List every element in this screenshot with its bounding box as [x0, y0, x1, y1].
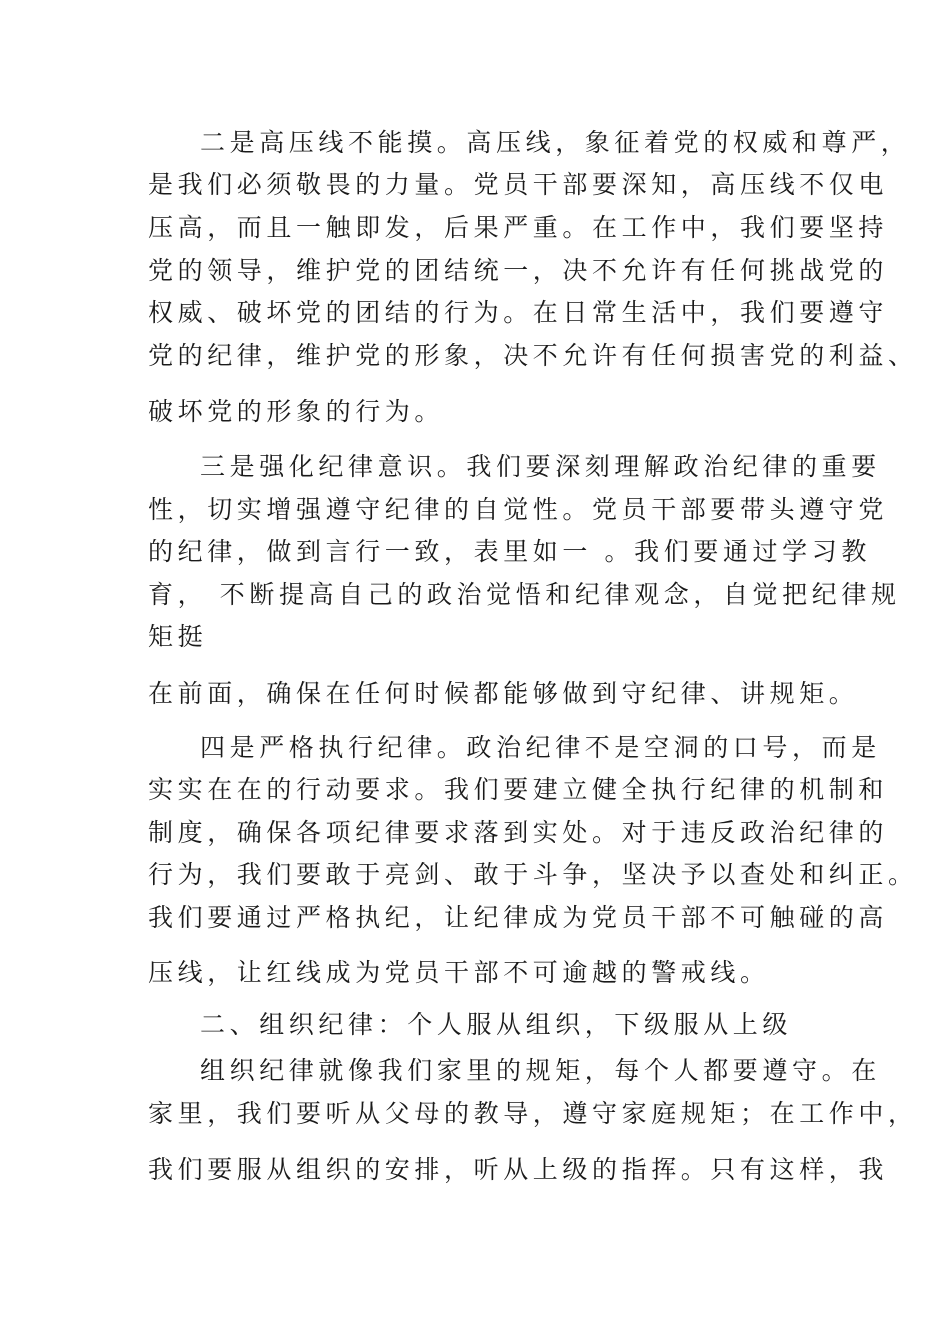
paragraph-line: 是我们必须敬畏的力量。党员干部要深知，高压线不仅电: [148, 170, 889, 199]
paragraph-line: 的纪律，做到言行一致，表里如一 。我们要通过学习教: [148, 537, 871, 566]
paragraph-line: 我们要服从组织的安排，听从上级的指挥。只有这样，我: [148, 1155, 889, 1184]
paragraph-line: 压高，而且一触即发，后果严重。在工作中，我们要坚持: [148, 213, 889, 242]
paragraph-line: 我们要通过严格执纪，让纪律成为党员干部不可触碰的高: [148, 903, 889, 932]
paragraph-line: 实实在在的行动要求。我们要建立健全执行纪律的机制和: [148, 775, 889, 804]
paragraph-line: 在前面，确保在任何时候都能够做到守纪律、讲规矩。: [148, 679, 859, 708]
paragraph-line: 压线，让红线成为党员干部不可逾越的警戒线。: [148, 958, 770, 987]
section-heading: 二、组织纪律：个人服从组织，下级服从上级: [200, 1010, 793, 1039]
paragraph-line: 制度，确保各项纪律要求落到实处。对于违反政治纪律的: [148, 818, 889, 847]
paragraph-line: 性，切实增强遵守纪律的自觉性。党员干部要带头遵守党: [148, 495, 889, 524]
paragraph-line: 破坏党的形象的行为。: [148, 397, 445, 426]
paragraph-line: 组织纪律就像我们家里的规矩，每个人都要遵守。在: [200, 1056, 881, 1085]
paragraph-line: 矩挺: [148, 622, 208, 651]
paragraph-line: 党的纪律，维护党的形象，决不允许有任何损害党的利益、: [148, 341, 918, 370]
paragraph-line: 行为，我们要敢于亮剑、敢于斗争，坚决予以查处和纠正。: [148, 860, 918, 889]
paragraph-line: 党的领导，维护党的团结统一，决不允许有任何挑战党的: [148, 256, 889, 285]
paragraph-line: 家里，我们要听从父母的教导，遵守家庭规矩；在工作中，: [148, 1099, 918, 1128]
paragraph-line: 四是严格执行纪律。政治纪律不是空洞的口号，而是: [200, 733, 881, 762]
paragraph-line: 二是高压线不能摸。高压线，象征着党的权威和尊严，: [200, 128, 911, 157]
paragraph-line: 育， 不断提高自己的政治觉悟和纪律观念，自觉把纪律规: [148, 580, 901, 609]
paragraph-line: 权威、破坏党的团结的行为。在日常生活中，我们要遵守: [148, 298, 889, 327]
paragraph-line: 三是强化纪律意识。我们要深刻理解政治纪律的重要: [200, 452, 881, 481]
